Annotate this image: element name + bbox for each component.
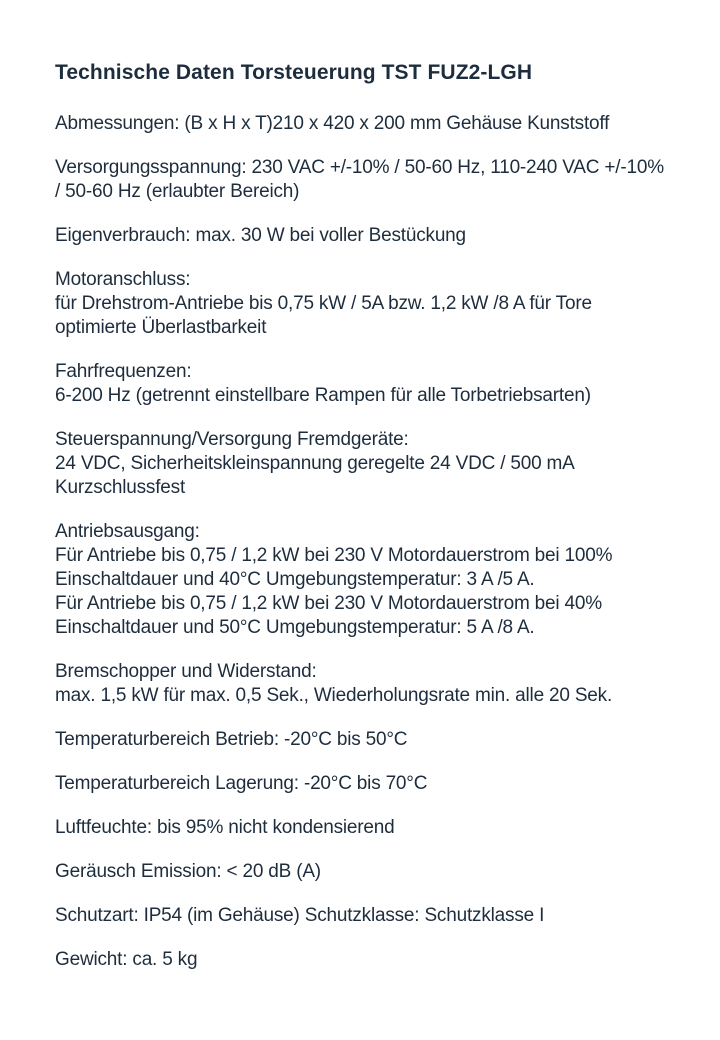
- text-line: max. 1,5 kW für max. 0,5 Sek., Wiederholungsrate min. alle 20 Sek.: [55, 685, 613, 706]
- text-line: Temperaturbereich Betrieb: -20°C bis 50°C: [55, 729, 408, 750]
- paragraph-geraeusch-emission: [55, 860, 680, 884]
- text-line: Schutzart: IP54 (im Gehäuse) Schutzklasse: Schutzklasse I: [55, 905, 545, 926]
- text-line: Für Antriebe bis 0,75 / 1,2 kW bei 230 V Motordauerstrom bei 40%: [55, 593, 602, 614]
- text-line: Luftfeuchte: bis 95% nicht kondensierend: [55, 817, 395, 838]
- paragraph-motoranschluss: [55, 268, 680, 340]
- text-line: Versorgungsspannung: 230 VAC +/-10% / 50-60 Hz, 110-240 VAC +/-10%: [55, 157, 664, 178]
- text-line: 6-200 Hz (getrennt einstellbare Rampen für alle Torbetriebsarten): [55, 385, 591, 406]
- text-line: 24 VDC, Sicherheitskleinspannung geregelte 24 VDC / 500 mA: [55, 453, 575, 474]
- text-line: Steuerspannung/Versorgung Fremdgeräte:: [55, 429, 409, 450]
- paragraph-temperaturbereich-lagerung: [55, 772, 680, 796]
- text-line: Bremschopper und Widerstand:: [55, 661, 317, 682]
- paragraph-abmessungen: [55, 112, 680, 136]
- paragraph-luftfeuchte: [55, 816, 680, 840]
- paragraph-antriebsausgang: [55, 520, 680, 640]
- paragraph-fahrfrequenzen: [55, 360, 680, 408]
- text-line: Abmessungen: (B x H x T)210 x 420 x 200 mm Gehäuse Kunststoff: [55, 113, 610, 134]
- paragraph-gewicht: [55, 948, 680, 972]
- text-line: Fahrfrequenzen:: [55, 361, 192, 382]
- text-line: Für Antriebe bis 0,75 / 1,2 kW bei 230 V Motordauerstrom bei 100%: [55, 545, 613, 566]
- text-line: Temperaturbereich Lagerung: -20°C bis 70°C: [55, 773, 428, 794]
- text-line: Kurzschlussfest: [55, 477, 186, 498]
- text-line: Geräusch Emission: < 20 dB (A): [55, 861, 321, 882]
- paragraph-temperaturbereich-betrieb: [55, 728, 680, 752]
- text-line: Eigenverbrauch: max. 30 W bei voller Bestückung: [55, 225, 466, 246]
- paragraph-bremschopper: [55, 660, 680, 708]
- paragraph-schutzart: [55, 904, 680, 928]
- text-line: / 50-60 Hz (erlaubter Bereich): [55, 181, 300, 202]
- page-title: Technische Daten Torsteuerung TST FUZ2-LGH: [55, 61, 533, 84]
- text-line: Antriebsausgang:: [55, 521, 200, 542]
- text-line: Einschaltdauer und 50°C Umgebungstemperatur: 5 A /8 A.: [55, 617, 535, 638]
- text-line: Motoranschluss:: [55, 269, 191, 290]
- text-line: optimierte Überlastbarkeit: [55, 317, 267, 338]
- text-line: Gewicht: ca. 5 kg: [55, 949, 198, 970]
- paragraph-eigenverbrauch: [55, 224, 680, 248]
- paragraph-versorgungsspannung: [55, 156, 680, 204]
- text-line: für Drehstrom-Antriebe bis 0,75 kW / 5A bzw. 1,2 kW /8 A für Tore: [55, 293, 592, 314]
- text-line: Einschaltdauer und 40°C Umgebungstemperatur: 3 A /5 A.: [55, 569, 535, 590]
- paragraph-steuerspannung: [55, 428, 680, 500]
